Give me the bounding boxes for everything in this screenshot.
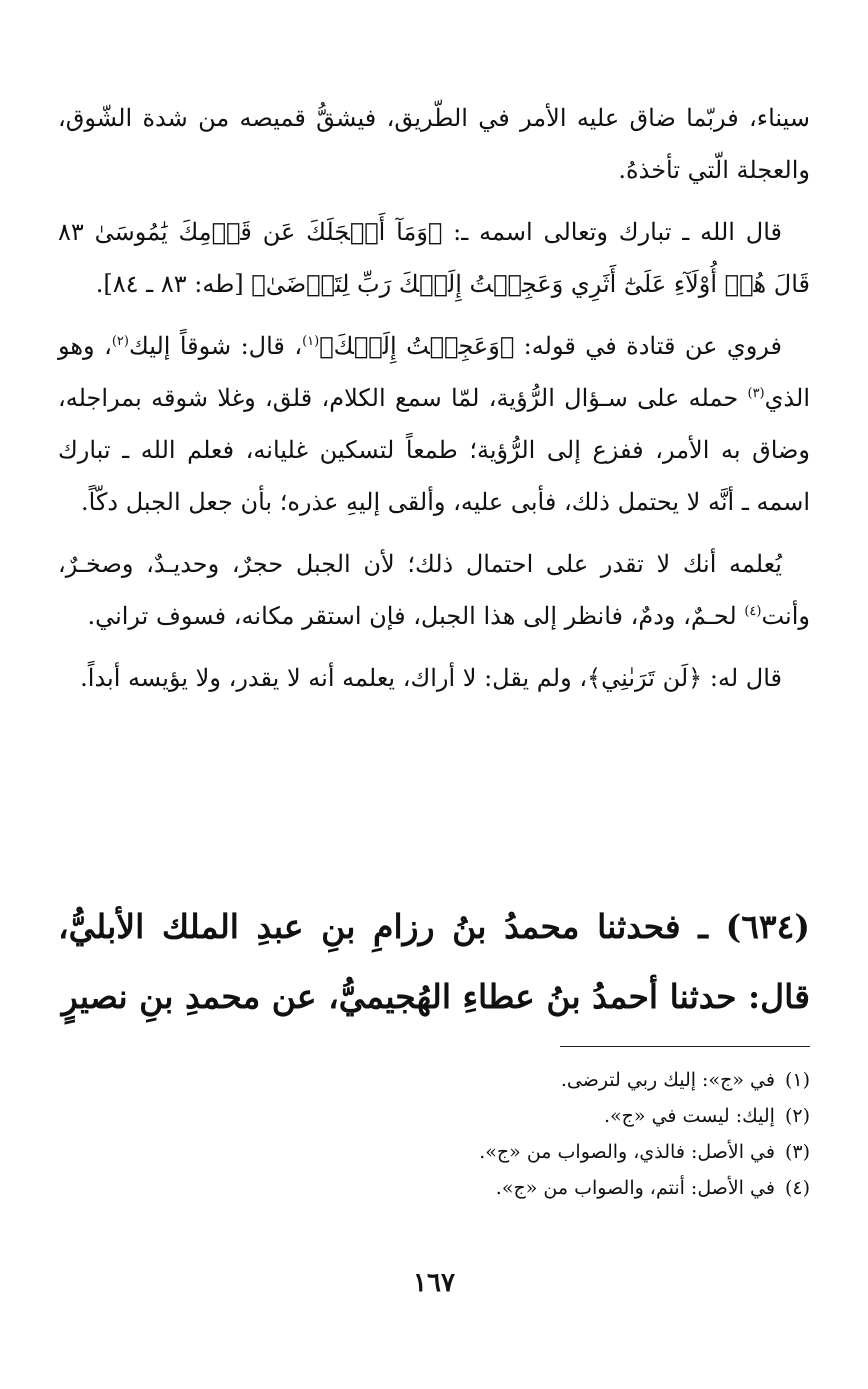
paragraph-1: سيناء، فربّما ضاق عليه الأمر في الطّريق، فيشقُّ قميصه من شدة الشّوق، والعجلة الّتي تأخذهُ. bbox=[58, 104, 810, 184]
paragraph-3 bbox=[58, 320, 810, 528]
paragraph-4 bbox=[58, 538, 810, 642]
paragraph-3-part-1: فروي عن قتادة في قوله: ﴿وَعَجِلۡتُ إِلَيۡكَ﴾ bbox=[319, 332, 782, 360]
footnote-ref-1[interactable]: (١) bbox=[302, 334, 320, 349]
footnote-ref-2[interactable]: (٢) bbox=[111, 334, 129, 349]
paragraph-4-part-2: لحـمٌ، ودمٌ، فانظر إلى هذا الجبل، فإن استقر مكانه، فسوف تراني. bbox=[87, 602, 745, 630]
paragraph-2-quran-verse: قال الله ـ تبارك وتعالى اسمه ـ: ﴿وَمَآ أَعۡجَلَكَ عَن قَوۡمِكَ يَٰمُوسَىٰ ٨٣ قَالَ هُمۡ أُوْلَآءِ عَلَىٰٓ أَثَرِي وَعَجِلۡتُ إِلَيۡكَ رَبِّ لِتَرۡضَىٰ﴾ [طه: ٨٣ ـ ٨٤]. bbox=[58, 218, 810, 298]
paragraph-4-part-1: يُعلمه أنك لا تقدر على احتمال ذلك؛ لأن الجبل حجرٌ، وحديـدٌ، وصخـرٌ، وأنت bbox=[58, 550, 810, 630]
footnote-text: في «ج»: إليك ربي لترضى. bbox=[560, 1069, 775, 1091]
page-number: ١٦٧ bbox=[413, 1268, 455, 1298]
paragraph-5: قال له: ﴿لَن تَرَىٰنِي﴾، ولم يقل: لا أراك، يعلمه أنه لا يقدر، ولا يؤيسه أبداً. bbox=[80, 664, 782, 692]
paragraph-3-part-2: ، قال: شوقاً إليك bbox=[128, 332, 303, 360]
footnote-item bbox=[58, 1170, 810, 1206]
footnote-number: (١) bbox=[784, 1069, 810, 1091]
paragraph-3-part-4: حمله على سـؤال الرُّؤية، لمّا سمع الكلام، قلق، وغلا شوقه بمراجله، وضاق به الأمر، ففزع إلى الرُّؤية؛ طمعاً لتسكين غليانه، فعلم الله ـ تبارك اسمه ـ أنَّه لا يحتمل ذلك، فأبى عليه، وألقى إليهِ عذره؛ بأن جعل الجبل دكّاً. bbox=[58, 384, 810, 516]
footnote-item bbox=[58, 1062, 810, 1098]
footnote-number: (٣) bbox=[784, 1141, 810, 1163]
paragraph-3-part-3: ، وهو الذي bbox=[58, 332, 810, 412]
footnote-item bbox=[58, 1134, 810, 1170]
footnote-text: إليك: ليست في «ج». bbox=[604, 1105, 775, 1127]
hadith-heading: (٦٣٤) ـ فحدثنا محمدُ بنُ رزامِ بنِ عبدِ الملك الأبليُّ، قال: حدثنا أحمدُ بنُ عطاءِ الهُجيميُّ، عن محمدِ بنِ نصيرٍ bbox=[58, 907, 810, 1016]
main-text bbox=[58, 92, 810, 714]
footnote-text: في الأصل: فالذي، والصواب من «ج». bbox=[479, 1141, 775, 1163]
footnote-separator bbox=[560, 1046, 810, 1047]
footnote-number: (٤) bbox=[784, 1177, 810, 1199]
footnote-ref-3[interactable]: (٣) bbox=[747, 386, 765, 401]
footnote-ref-4[interactable]: (٤) bbox=[744, 604, 762, 619]
footnote-item bbox=[58, 1098, 810, 1134]
footnotes-list bbox=[58, 1062, 810, 1206]
footnote-number: (٢) bbox=[784, 1105, 810, 1127]
footnote-text: في الأصل: أنتم، والصواب من «ج». bbox=[495, 1177, 775, 1199]
